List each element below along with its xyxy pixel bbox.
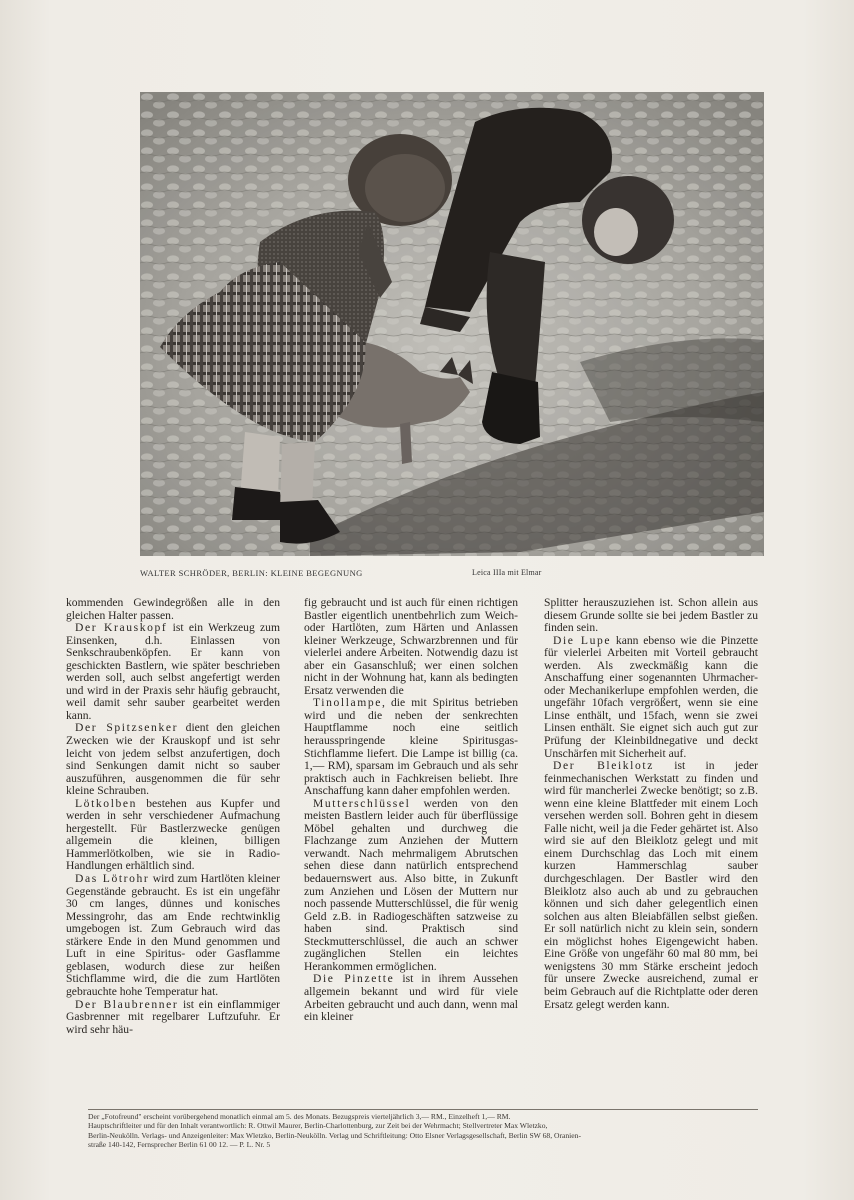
paragraph-keyword: Die Pinzette xyxy=(313,972,395,986)
paragraph-keyword: Die Lupe xyxy=(553,633,612,647)
article-paragraph xyxy=(66,722,280,797)
paragraph-keyword: Der Krauskopf xyxy=(75,621,168,635)
camera-info: Leica IIIa mit Elmar xyxy=(472,568,542,577)
paragraph-text: fig gebraucht und ist auch für einen richtigen Bastler eigentlich unentbehrlich zum Weich- oder Hartlöten, zum Härten und Anlassen kleiner Werkzeuge, Schwarzbrennen und für vielerlei andere Arbeiten. Notwendig dazu ist aber ein Gasanschluß; wer einen solchen nicht in der Wohnung hat, kann als bedingten Ersatz verwenden die xyxy=(304,597,518,697)
article-paragraph xyxy=(304,973,518,1023)
paragraph-keyword: Tinollampe xyxy=(313,696,383,710)
paragraph-keyword: Der Bleiklotz xyxy=(553,759,654,773)
imprint-line: Berlin-Neukölln. Verlags- und Anzeigenleiter: Max Wletzko, Berlin-Neukölln. Verlag und Schriftleitung: Otto Elsner Verlagsgesellschaft, Berlin SW 68, Oranien- xyxy=(88,1130,581,1140)
paragraph-text: ist in jeder feinmechanischen Werkstatt zu finden und wird für mancherlei Zwecke benötigt; so z.B. wenn eine kleine Blattfeder mit einem Loch versehen werden soll. Bohren geht in diesem Falle nicht, weil ja die Feder gehärtet ist. Also wird sie auf den Bleiklotz gelegt und mit einem Durchschlag das Loch mit einem kurzen Hammerschlag sauber durchgeschlagen. Der Bastler wird den Bleiklotz also auch ab und zu gebrauchen können und sich daher gelegentlich einen solchen aus alten Bleiabfällen selbst gießen. Er soll natürlich nicht zu klein sein, sondern ein möglichst hohes Eigengewicht haben. Eine Größe von ungefähr 60 mal 80 mm, bei wenigstens 30 mm Stärke erscheint jedoch für unsere Zwecke ausreichend, zumal er beim Gebrauch auf die Richtplatte oder deren Ersatz gelegt werden kann. xyxy=(544,759,758,1011)
article-paragraph xyxy=(544,760,758,1011)
paragraph-text: ist in ihrem Aussehen allgemein bekannt und wird für viele Arbeiten gebraucht und auch dann, wenn mal ein kleiner xyxy=(304,972,518,1024)
paragraph-keyword: Der Blaubrenner xyxy=(75,997,179,1011)
article-column-1 xyxy=(66,597,280,1105)
paragraph-text: kommenden Gewindegrößen alle in den gleichen Halter passen. xyxy=(66,597,280,622)
paragraph-text: dient den gleichen Zwecken wie der Krauskopf und ist sehr leicht von jedem selbst anzufertigen, doch sind Senkungen damit nicht so sauber auszuführen, ausgenommen die für sehr kleine Schrauben. xyxy=(66,721,280,798)
paragraph-text: Splitter herauszuziehen ist. Schon allein aus diesem Grunde sollte sie bei jedem Bastler zu finden sein. xyxy=(544,597,758,635)
photo-credit: WALTER SCHRÖDER, BERLIN: KLEINE BEGEGNUNG xyxy=(140,568,363,578)
article-body xyxy=(66,597,774,1105)
imprint-line: Hauptschriftleiter und für den Inhalt verantwortlich: R. Ottwil Maurer, Berlin-Charlottenburg, zur Zeit bei der Wehrmacht; Stellvertreter Max Wletzko, xyxy=(88,1121,548,1131)
article-paragraph xyxy=(304,697,518,797)
paragraph-text: bestehen aus Kupfer und werden in sehr verschiedener Aufmachung hergestellt. Für Bastlerzwecke genügen allgemein die kleinen, billigen Hammerlötkolben, wie sie in Radio-Handlungen erhältlich sind. xyxy=(66,796,280,873)
article-paragraph xyxy=(66,597,280,622)
paragraph-keyword: Der Spitzsenker xyxy=(75,721,179,735)
article-column-3 xyxy=(544,597,758,1105)
paragraph-text: , die mit Spiritus betrieben wird und die neben der senkrechten Hauptflamme noch eine seitlich herausspringende kleine Spiritusgas-Stichflamme liefert. Die Lampe ist billig (ca. 1,— RM), sparsam im Gebrauch und als sehr praktisch auch in Fachkreisen beliebt. Ihre Anschaffung kann daher empfohlen werden. xyxy=(304,696,518,798)
imprint-footer xyxy=(88,1112,758,1160)
article-paragraph xyxy=(66,873,280,998)
imprint-line: straße 140-142, Fernsprecher Berlin 61 00 12. — P. L. Nr. 5 xyxy=(88,1140,271,1150)
paragraph-text: ist ein einflammiger Gasbrenner mit regelbarer Luftzufuhr. Er wird sehr häu- xyxy=(66,997,280,1036)
article-paragraph xyxy=(544,635,758,760)
paragraph-text: kann ebenso wie die Pinzette für vielerlei Arbeiten mit Vorteil gebraucht werden. Als zweckmäßig kann die Anschaffung einer sogenannten Uhrmacher- oder Mechanikerlupe empfohlen werden, die ungefähr 10fach vergrößert, wenn sie eine Linse enthält, und 15fach, wenn sie zwei Linsen enthält. Sie eignet sich auch gut zur Prüfung der Kleinbildnegative und deckt Unschärfen mit Sicherheit auf. xyxy=(544,633,758,760)
imprint-line: Der „Fotofreund" erscheint vorübergehend monatlich einmal am 5. des Monats. Bezugspreis vierteljährlich 3,— RM., Einzelheft 1,— RM. xyxy=(88,1112,511,1121)
paragraph-text: wird zum Hartlöten kleiner Gegenstände gebraucht. Es ist ein ungefähr 30 cm langes, dünnes und konisches Messingrohr, das am Ende rechtwinklig umgebogen ist. Zum Gebrauch wird das stärkere Ende in den Mund genommen und Luft in eine Spiritus- oder Gasflamme geblasen, wodurch diese zur heißen Stichflamme wird, die die zum Hartlöten gebrauchte hohe Temperatur hat. xyxy=(66,872,280,998)
article-column-2 xyxy=(304,597,518,1105)
footer-divider xyxy=(88,1109,758,1110)
article-paragraph xyxy=(544,597,758,635)
article-paragraph xyxy=(66,622,280,722)
photo-caption xyxy=(140,568,764,582)
paragraph-keyword: Mutterschlüssel xyxy=(313,796,411,810)
paragraph-text: ist ein Werkzeug zum Einsenken, d.h. Einlassen von Senkschraubenköpfen. Er kann von geschickten Bastlern, wie später beschrieben werden soll, auch selbst angefertigt werden und wird in der Praxis sehr häufig gebraucht, weil damit sehr sauber gearbeitet werden kann. xyxy=(66,621,280,722)
paragraph-keyword: Das Lötrohr xyxy=(75,872,150,886)
article-paragraph xyxy=(66,798,280,873)
photo-illustration xyxy=(140,92,764,556)
article-paragraph xyxy=(66,999,280,1037)
article-paragraph xyxy=(304,798,518,974)
paragraph-text: werden von den meisten Bastlern leider auch für überflüssige Möbel gehalten und durchweg die Flachzange zum Anziehen der Muttern verwandt. Nach mehrmaligem Abrutschen sehen diese dann natürlich entsprechend bedauernswert aus. Also bitte, in Zukunft zum Anziehen und Lösen der Muttern nur noch passende Mutterschlüssel, die für wenig Geld z.B. in Radiogeschäften satzweise zu haben sind. Praktisch sind Steckmutterschlüssel, die auch an schwer zugänglichen Stellen ein leichtes Herankommen ermöglichen. xyxy=(304,796,518,973)
paragraph-keyword: Lötkolben xyxy=(75,796,138,810)
article-paragraph xyxy=(304,597,518,697)
photograph-kleine-begegnung xyxy=(140,92,764,556)
